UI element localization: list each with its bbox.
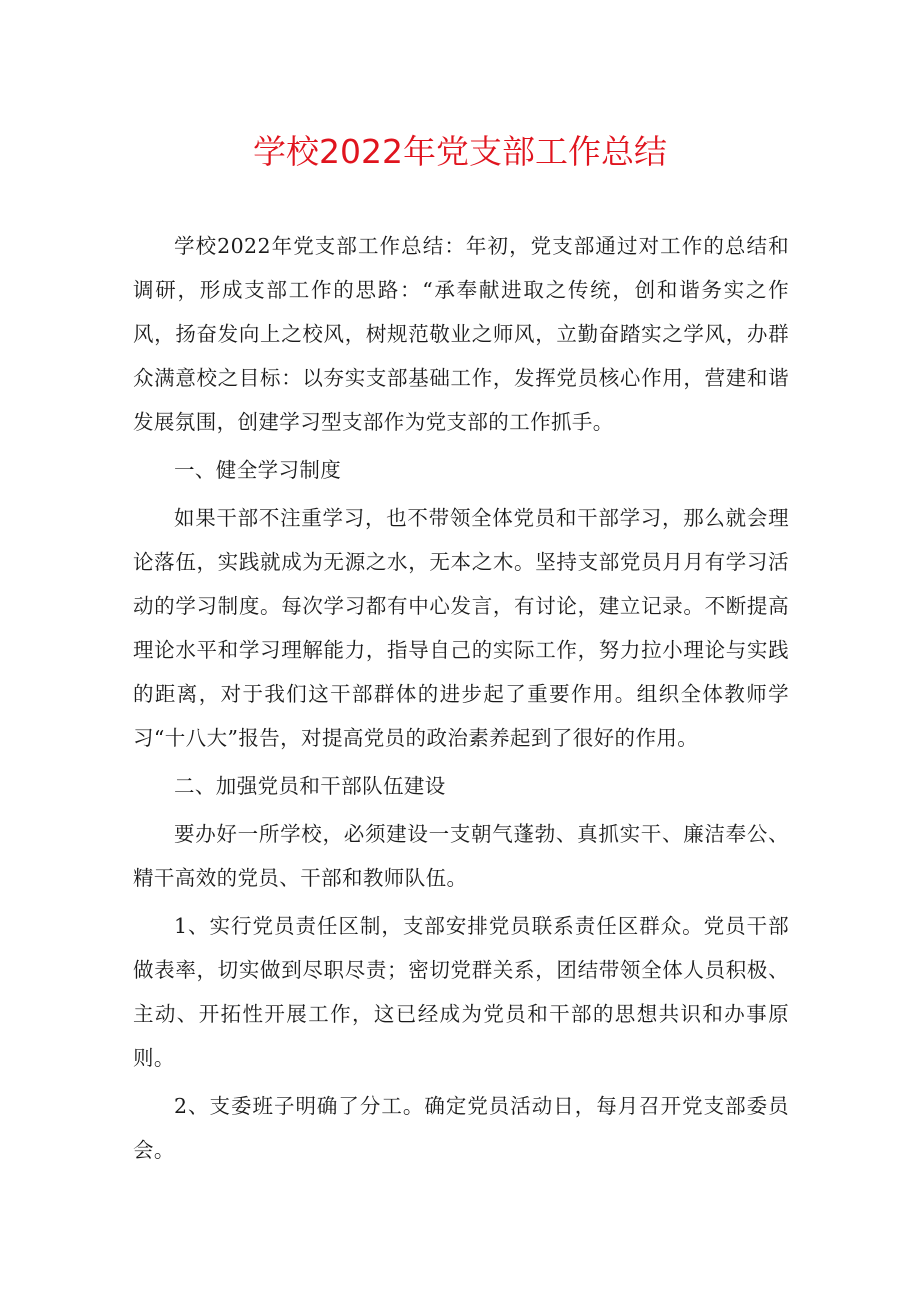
section-2-item-2: 2、支委班子明确了分工。确定党员活动日，每月召开党支部委员会。 <box>133 1094 789 1162</box>
document-body <box>133 224 789 1172</box>
document-title: 学校2022年党支部工作总结 <box>253 132 667 171</box>
section-2-paragraph: 要办好一所学校，必须建设一支朝气蓬勃、真抓实干、廉洁奉公、精干高效的党员、干部和教师队伍。 <box>133 822 789 890</box>
section-heading-1: 一、健全学习制度 <box>174 458 342 482</box>
section-2-item-1: 1、实行党员责任区制，支部安排党员联系责任区群众。党员干部做表率，切实做到尽职尽责；密切党群关系，团结带领全体人员积极、主动、开拓性开展工作，这已经成为党员和干部的思想共识和办事原则。 <box>133 914 789 1070</box>
section-1-paragraph: 如果干部不注重学习，也不带领全体党员和干部学习，那么就会理论落伍，实践就成为无源之水，无本之木。坚持支部党员月月有学习活动的学习制度。每次学习都有中心发言，有讨论，建立记录。不断提高理论水平和学习理解能力，指导自己的实际工作，努力拉小理论与实践的距离，对于我们这干部群体的进步起了重要作用。组织全体教师学习“十八大”报告，对提高党员的政治素养起到了很好的作用。 <box>133 506 789 750</box>
section-heading-2: 二、加强党员和干部队伍建设 <box>174 774 446 798</box>
intro-paragraph: 学校2022年党支部工作总结：年初，党支部通过对工作的总结和调研，形成支部工作的思路：“承奉献进取之传统，创和谐务实之作风，扬奋发向上之校风，树规范敬业之师风，立勤奋踏实之学风，办群众满意校之目标：以夯实支部基础工作，发挥党员核心作用，营建和谐发展氛围，创建学习型支部作为党支部的工作抓手。 <box>133 234 789 434</box>
